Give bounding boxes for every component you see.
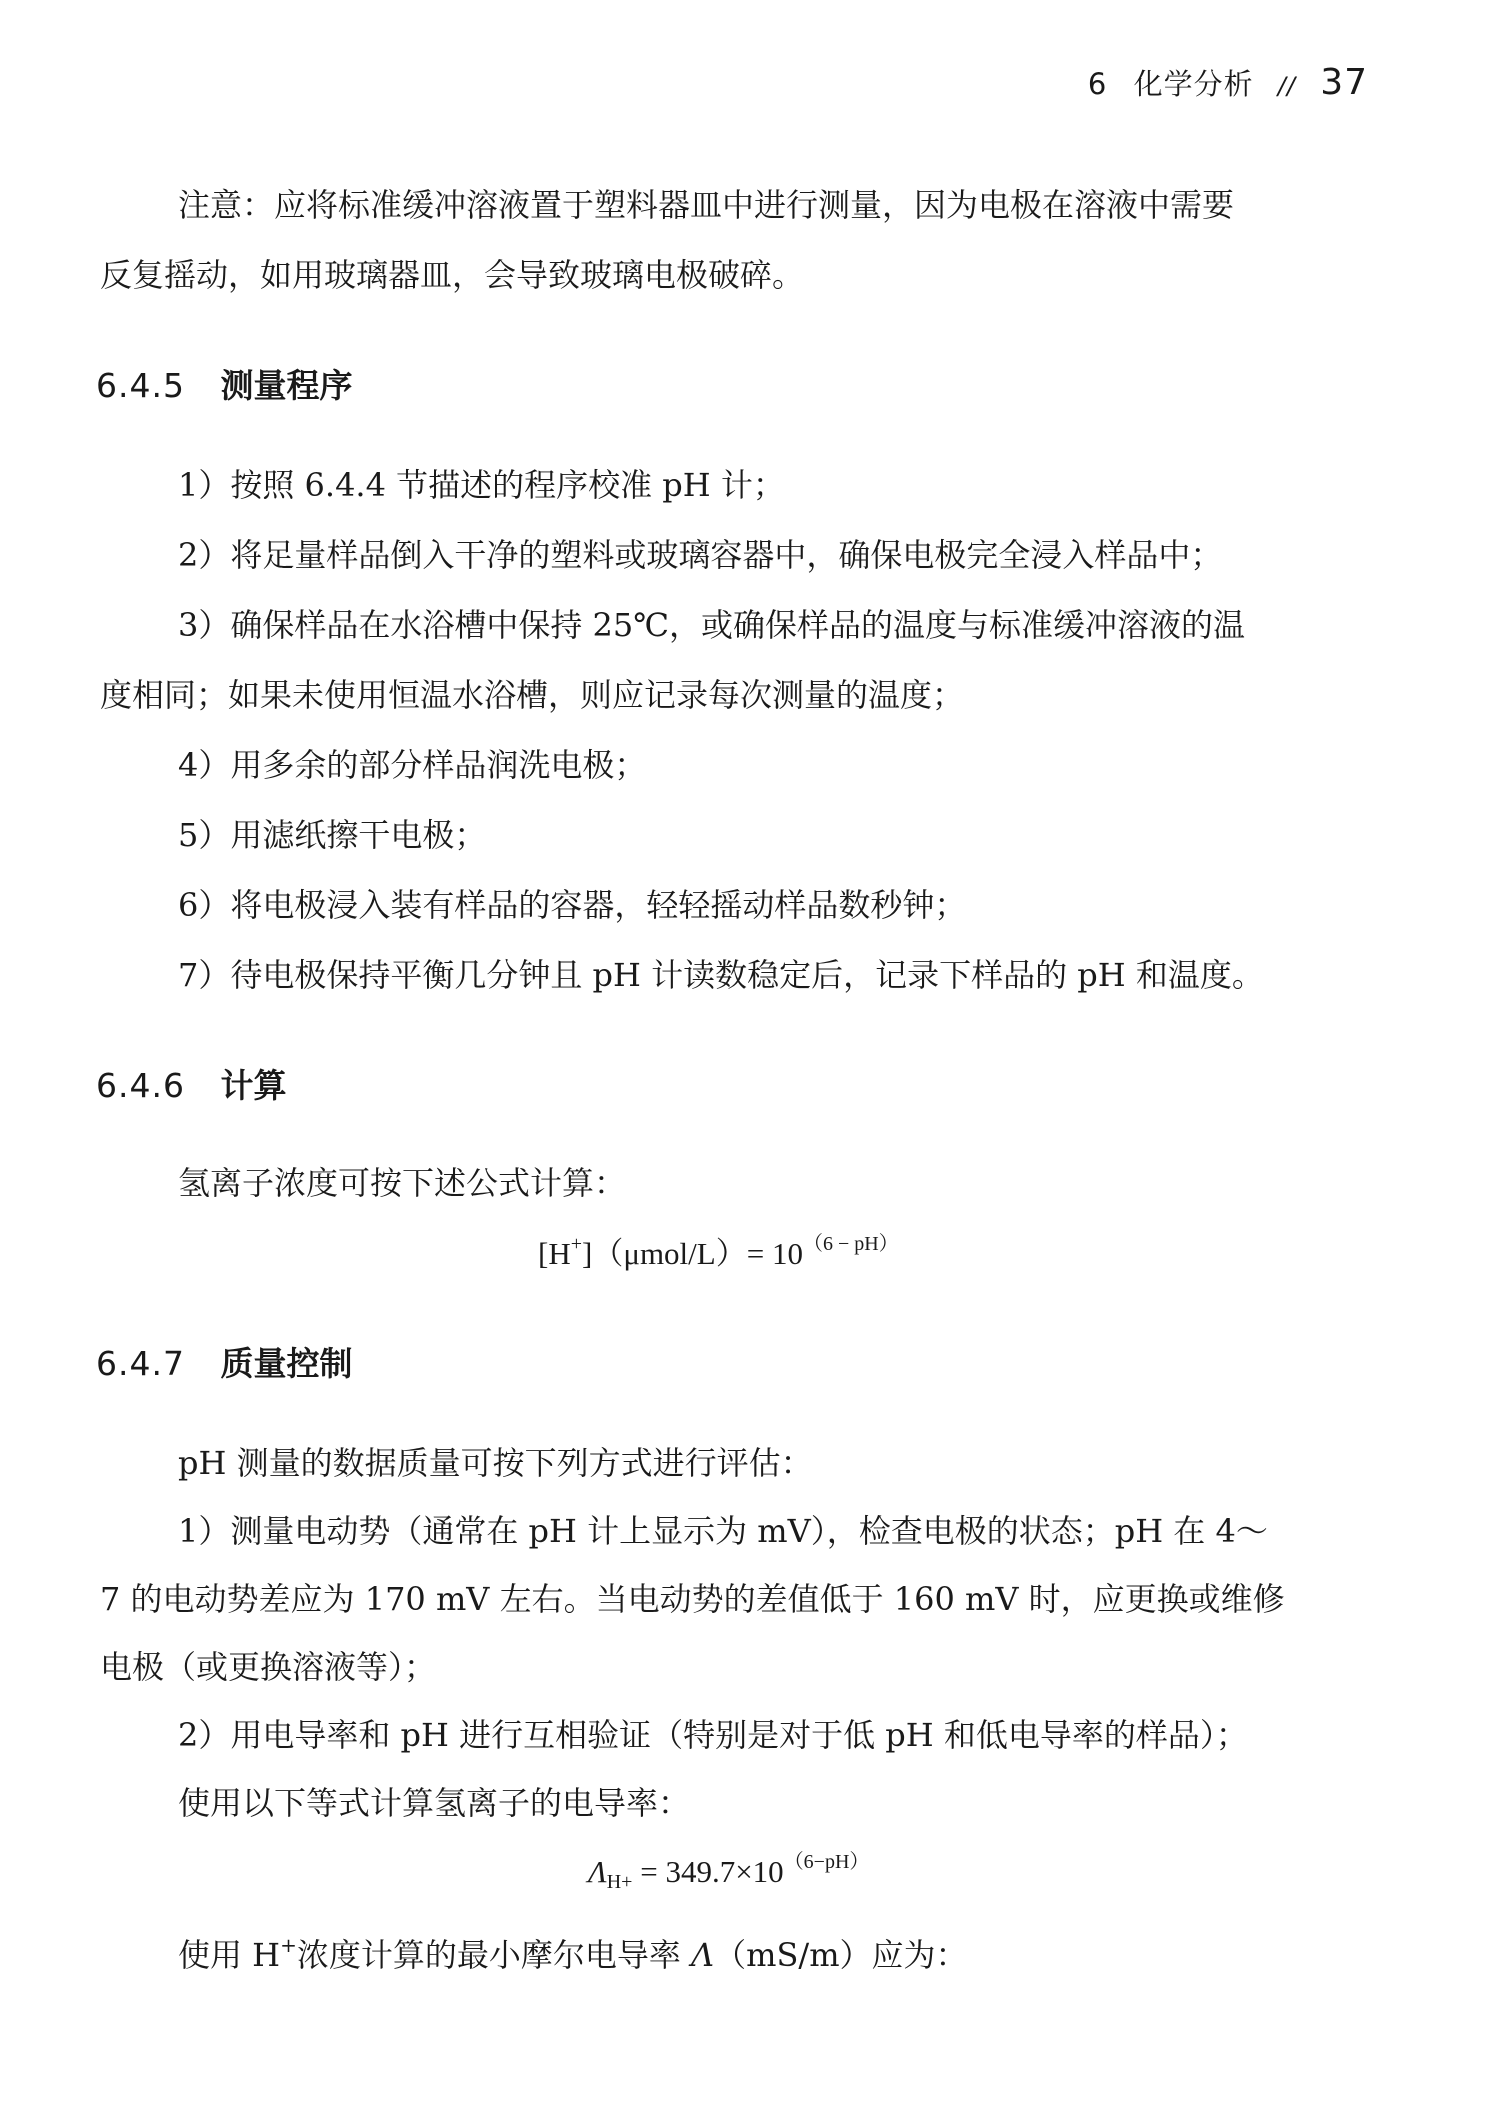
section-number: 6.4.7	[96, 1344, 185, 1383]
step-line: 5）用滤纸擦干电极；	[178, 816, 487, 854]
page-number: 37	[1320, 62, 1368, 103]
step-line: 7）待电极保持平衡几分钟且 pH 计读数稳定后，记录下样品的 pH 和温度。	[178, 956, 1264, 994]
formula-lhs: [H	[538, 1236, 571, 1271]
chapter-number: 6	[1087, 67, 1108, 101]
section-title: 测量程序	[220, 366, 353, 405]
section-number: 6.4.5	[96, 366, 185, 405]
qc-intro: pH 测量的数据质量可按下列方式进行评估：	[178, 1444, 813, 1482]
running-header	[1088, 62, 1368, 103]
formula-h-concentration	[538, 1228, 899, 1273]
section-number: 6.4.6	[96, 1066, 185, 1105]
text-symbol: Λ	[691, 1936, 715, 1974]
formula-symbol: Λ	[588, 1854, 607, 1889]
formula-rest: = 349.7×10	[632, 1854, 784, 1889]
section-title: 计算	[220, 1066, 287, 1105]
formula-sub: H+	[606, 1871, 633, 1893]
text-sup: +	[280, 1933, 297, 1957]
step-line: 2）将足量样品倒入干净的塑料或玻璃容器中，确保电极完全浸入样品中；	[178, 536, 1223, 574]
section-heading-6-4-6	[96, 1060, 286, 1107]
formula-exponent: （6−pH）	[783, 1851, 870, 1873]
calc-intro: 氢离子浓度可按下述公式计算：	[178, 1164, 627, 1202]
text-fragment: 使用 H	[178, 1936, 281, 1974]
formula-exponent: （6 − pH）	[802, 1233, 899, 1255]
step-line: 1）按照 6.4.4 节描述的程序校准 pH 计；	[178, 466, 785, 504]
header-separator: //	[1277, 72, 1296, 100]
step-line: 度相同；如果未使用恒温水浴槽，则应记录每次测量的温度；	[100, 676, 965, 714]
step-line: 3）确保样品在水浴槽中保持 25℃，或确保样品的温度与标准缓冲溶液的温	[178, 606, 1246, 644]
step-line: 6）将电极浸入装有样品的容器，轻轻摇动样品数秒钟；	[178, 886, 967, 924]
qc-item1-line1: 1）测量电动势（通常在 pH 计上显示为 mV），检查电极的状态；pH 在 4～	[178, 1512, 1268, 1550]
qc-last-line	[178, 1920, 1400, 1990]
text-fragment: （mS/m）应为：	[714, 1936, 968, 1974]
qc-item1-line3: 电极（或更换溶液等）；	[100, 1648, 437, 1686]
note-line-1: 注意：应将标准缓冲溶液置于塑料器皿中进行测量，因为电极在溶液中需要	[178, 186, 1235, 224]
qc-item1-line2: 7 的电动势差应为 170 mV 左右。当电动势的差值低于 160 mV 时，应更换或维修	[100, 1580, 1285, 1618]
note-line-2: 反复摇动，如用玻璃器皿，会导致玻璃电极破碎。	[100, 256, 805, 294]
formula-sup: +	[570, 1233, 582, 1255]
formula-rest: ]（μmol/L）= 10	[582, 1236, 803, 1271]
qc-item2-line1: 2）用电导率和 pH 进行互相验证（特别是对于低 pH 和低电导率的样品）；	[178, 1716, 1248, 1754]
text-fragment: 浓度计算的最小摩尔电导率	[296, 1936, 692, 1974]
section-title: 质量控制	[220, 1344, 353, 1383]
formula-conductivity	[588, 1851, 870, 1893]
section-heading-6-4-7	[96, 1338, 352, 1385]
chapter-title: 化学分析	[1133, 67, 1254, 101]
step-line: 4）用多余的部分样品润洗电极；	[178, 746, 647, 784]
qc-item2-line2: 使用以下等式计算氢离子的电导率：	[178, 1784, 691, 1822]
section-heading-6-4-5	[96, 360, 352, 407]
